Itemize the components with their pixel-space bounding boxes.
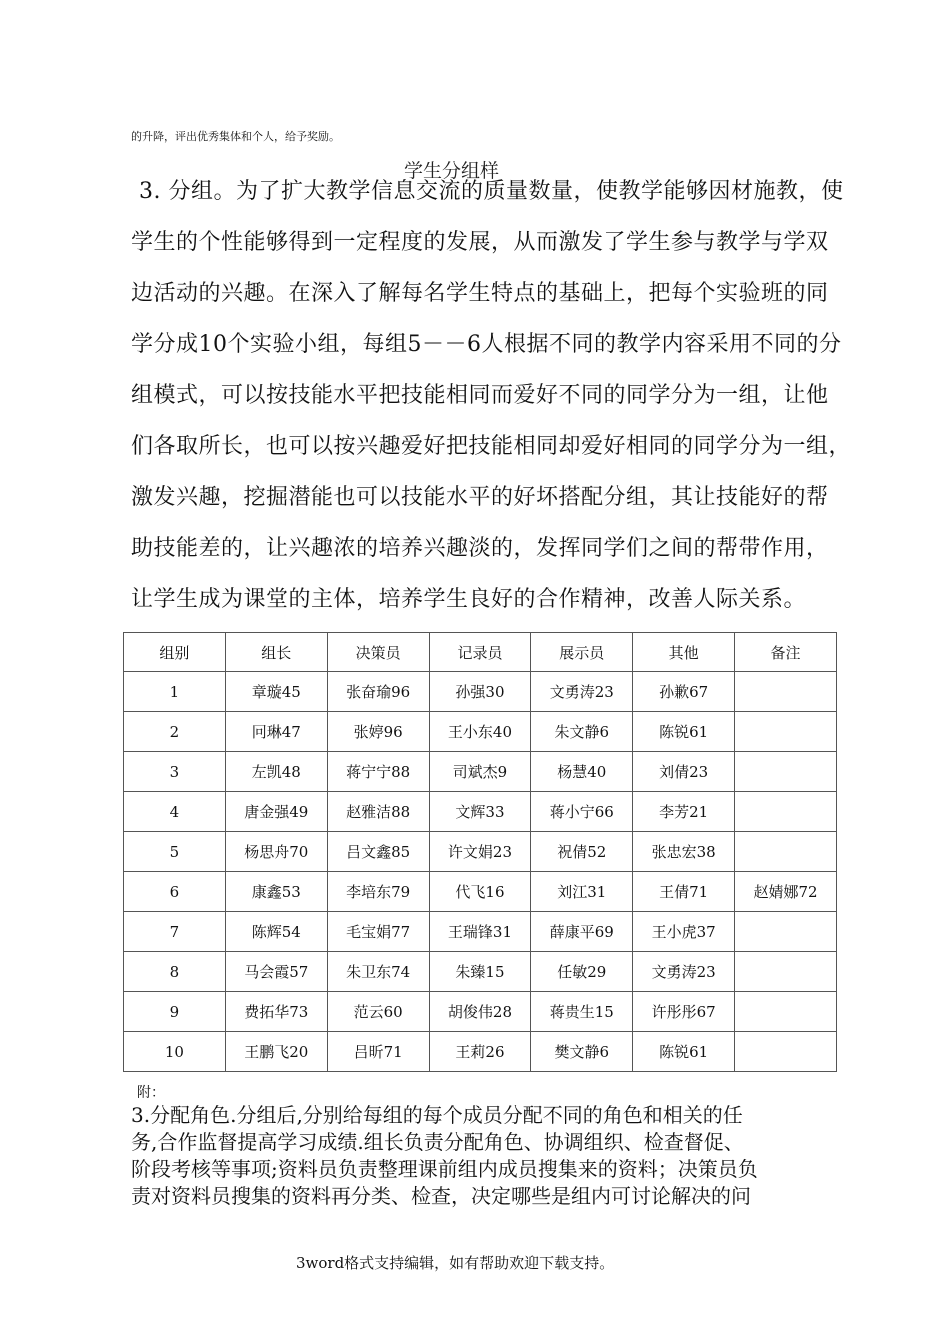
paragraph-line: 学生的个性能够得到一定程度的发展，从而激发了学生参与教学与学双: [131, 230, 829, 255]
header-cell: 展示员: [531, 633, 633, 672]
table-cell: 薛康平69: [531, 912, 633, 952]
paragraph-line: 责对资料员搜集的资料再分类、检查，决定哪些是组内可讨论解决的问: [131, 1184, 751, 1208]
table-cell: 吕昕71: [327, 1032, 429, 1072]
table-cell: [735, 952, 837, 992]
table-cell: 王瑞锋31: [429, 912, 531, 952]
group-table: [123, 632, 837, 1072]
table-cell: 王小虎37: [633, 912, 735, 952]
table-cell: 康鑫53: [225, 872, 327, 912]
table-cell: [735, 1032, 837, 1072]
table-cell: [735, 912, 837, 952]
table-header-row: [124, 633, 837, 672]
table-cell: 5: [124, 832, 226, 872]
table-cell: 王倩71: [633, 872, 735, 912]
table-row: [124, 1032, 837, 1072]
table-cell: 6: [124, 872, 226, 912]
table-cell: 冋琳47: [225, 712, 327, 752]
appendix-label: 附：: [137, 1085, 165, 1101]
table-cell: [735, 672, 837, 712]
table-cell: 蒋贵生15: [531, 992, 633, 1032]
page-footer: 3word格式支持编辑，如有帮助欢迎下载支持。: [296, 1254, 615, 1272]
table-cell: 唐金强49: [225, 792, 327, 832]
table-cell: 樊文静6: [531, 1032, 633, 1072]
table-row: [124, 752, 837, 792]
paragraph-line: 学分成10个实验小组，每组5－－6人根据不同的教学内容采用不同的分: [131, 332, 842, 357]
header-cell: 组别: [124, 633, 226, 672]
header-cell: 备注: [735, 633, 837, 672]
table-cell: 4: [124, 792, 226, 832]
paragraph-line: 3.分配角色.分组后,分别给每组的每个成员分配不同的角色和相关的任: [131, 1103, 743, 1127]
table-cell: 文勇涛23: [531, 672, 633, 712]
table-cell: 李芳21: [633, 792, 735, 832]
table-row: [124, 872, 837, 912]
table-cell: 朱臻15: [429, 952, 531, 992]
table-cell: 范云60: [327, 992, 429, 1032]
paragraph-line: 边活动的兴趣。在深入了解每名学生特点的基础上，把每个实验班的同: [131, 281, 829, 306]
paragraph-line: 让学生成为课堂的主体，培养学生良好的合作精神，改善人际关系。: [131, 587, 807, 612]
table-cell: 8: [124, 952, 226, 992]
table-cell: [735, 752, 837, 792]
table-cell: 杨思舟70: [225, 832, 327, 872]
table-cell: 杨慧40: [531, 752, 633, 792]
table-row: [124, 832, 837, 872]
table-cell: 张婷96: [327, 712, 429, 752]
table-cell: 陈锐61: [633, 712, 735, 752]
table-cell: 王小东40: [429, 712, 531, 752]
table-cell: 吕文鑫85: [327, 832, 429, 872]
table-cell: 任敏29: [531, 952, 633, 992]
header-cell: 决策员: [327, 633, 429, 672]
table-cell: 蒋小宁66: [531, 792, 633, 832]
header-cell: 记录员: [429, 633, 531, 672]
table-cell: 3: [124, 752, 226, 792]
overlay-title: 学生分组样: [404, 160, 500, 182]
table-cell: 赵雅洁88: [327, 792, 429, 832]
roles-paragraph: [131, 1102, 831, 1210]
table-cell: 陈辉54: [225, 912, 327, 952]
table-cell: 10: [124, 1032, 226, 1072]
table-cell: 文勇涛23: [633, 952, 735, 992]
table-cell: 7: [124, 912, 226, 952]
table-cell: 章璇45: [225, 672, 327, 712]
paragraph-line: 组模式，可以按技能水平把技能相同而爱好不同的同学分为一组，让他: [131, 383, 829, 408]
header-cell: 其他: [633, 633, 735, 672]
table-cell: 代飞16: [429, 872, 531, 912]
table-row: [124, 712, 837, 752]
table-row: [124, 672, 837, 712]
table-cell: 马会霞57: [225, 952, 327, 992]
table-cell: 王莉26: [429, 1032, 531, 1072]
table-cell: 孙强30: [429, 672, 531, 712]
table-cell: 陈锐61: [633, 1032, 735, 1072]
table-cell: 刘倩23: [633, 752, 735, 792]
table-cell: 朱卫东74: [327, 952, 429, 992]
table-cell: [735, 992, 837, 1032]
table-cell: 刘江31: [531, 872, 633, 912]
paragraph-line: 们各取所长，也可以按兴趣爱好把技能相同却爱好相同的同学分为一组，: [131, 434, 852, 459]
table-row: [124, 792, 837, 832]
table-cell: 朱文静6: [531, 712, 633, 752]
table-cell: 1: [124, 672, 226, 712]
paragraph-line: 务,合作监督提高学习成绩.组长负责分配角色、协调组织、检查督促、: [131, 1130, 744, 1154]
table-row: [124, 912, 837, 952]
table-cell: 孙歉67: [633, 672, 735, 712]
paragraph-line: 3. 分组。为了扩大教学信息交流的质量数量，使教学能够因材施教，使: [139, 179, 844, 204]
table-cell: 王鹏飞20: [225, 1032, 327, 1072]
paragraph-line: 激发兴趣，挖掘潜能也可以技能水平的好坏搭配分组，其让技能好的帮: [131, 485, 829, 510]
table-cell: 许彤彤67: [633, 992, 735, 1032]
table-cell: [735, 792, 837, 832]
paragraph-line: 助技能差的，让兴趣浓的培养兴趣淡的，发挥同学们之间的帮带作用，: [131, 536, 829, 561]
section3-paragraph: [131, 166, 852, 625]
table-cell: 祝倩52: [531, 832, 633, 872]
table-cell: 蒋宁宁88: [327, 752, 429, 792]
table-cell: 毛宝娟77: [327, 912, 429, 952]
table-cell: 左凯48: [225, 752, 327, 792]
table-cell: [735, 832, 837, 872]
table-cell: 李培东79: [327, 872, 429, 912]
table-cell: 张忠宏38: [633, 832, 735, 872]
table-cell: [735, 712, 837, 752]
header-cell: 组长: [225, 633, 327, 672]
table-row: [124, 952, 837, 992]
table-cell: 9: [124, 992, 226, 1032]
table-cell: 费拓华73: [225, 992, 327, 1032]
table-cell: 司斌杰9: [429, 752, 531, 792]
top-note: 的升降，评出优秀集体和个人，给予奖励。: [131, 130, 340, 143]
paragraph-line: 阶段考核等事项;资料员负责整理课前组内成员搜集来的资料；决策员负: [131, 1157, 758, 1181]
table-row: [124, 992, 837, 1032]
table-cell: 赵婧娜72: [735, 872, 837, 912]
table-cell: 胡俊伟28: [429, 992, 531, 1032]
table-cell: 张奋瑜96: [327, 672, 429, 712]
table-cell: 许文娟23: [429, 832, 531, 872]
table-cell: 文辉33: [429, 792, 531, 832]
table-cell: 2: [124, 712, 226, 752]
